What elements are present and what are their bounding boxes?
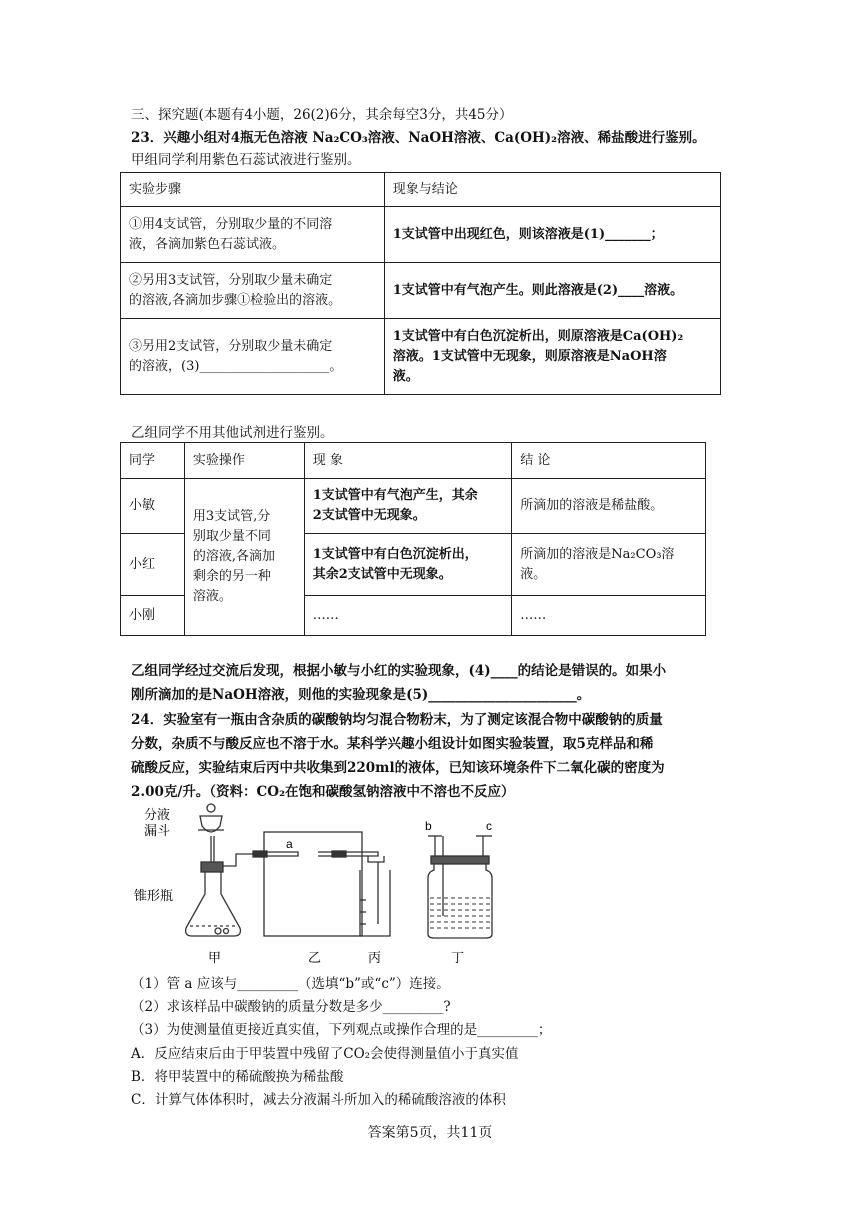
conclusion-cell: ……	[512, 596, 706, 636]
q24-text: 24．实验室有一瓶由含杂质的碳酸钠均匀混合物粉末，为了测定该混合物中碳酸钠的质量	[131, 712, 663, 728]
funnel-stopper	[207, 804, 215, 812]
table-cell-step: ②另用3支试管，分别取少量未确定 的溶液,各滴加步骤①检验出的溶液。	[121, 263, 385, 319]
q23-table-group-b	[120, 442, 706, 636]
q23-group-a-intro: 甲组同学利用紫色石蕊试液进行鉴别。	[131, 152, 361, 168]
label-funnel: 分液	[144, 807, 171, 822]
table-cell-result: 1支试管中有气泡产生。则此溶液是(2)____溶液。	[384, 263, 720, 319]
q24-text: 分数，杂质不与酸反应也不溶于水。某科学兴趣小组设计如图实验装置，取5克样品和稀	[131, 736, 654, 752]
table-header: 现象与结论	[384, 173, 720, 207]
label-b: b	[425, 819, 432, 833]
table-header: 现 象	[304, 443, 512, 479]
q23-discussion: 刚所滴加的是NaOH溶液，则他的实验现象是(5)______________________。	[131, 687, 591, 703]
table-cell-result: 1支试管中出现红色，则该溶液是(1)_______；	[384, 207, 720, 263]
q24-text: 硫酸反应，实验结束后丙中共收集到220ml的液体，已知该环境条件下二氧化碳的密度为	[131, 760, 665, 776]
table-cell-step: ③另用2支试管，分别取少量未确定 的溶液，(3)____________________。	[121, 319, 385, 395]
page-footer: 答案第5页，共11页	[367, 1125, 493, 1141]
table-cell-step: ①用4支试管，分别取少量的不同溶 液，各滴加紫色石蕊试液。	[121, 207, 385, 263]
q23-discussion: 乙组同学经过交流后发现，根据小敏与小红的实验现象，(4)____的结论是错误的。如果小	[131, 663, 667, 679]
conclusion-cell: 所滴加的溶液是稀盐酸。	[512, 479, 706, 534]
phenomenon-cell: 1支试管中有白色沉淀析出， 其余2支试管中无现象。	[304, 534, 512, 596]
student-name: 小刚	[121, 596, 185, 636]
q24-option-c: C．计算气体体积时，减去分液漏斗所加入的稀硫酸溶液的体积	[131, 1092, 506, 1108]
label-funnel: 漏斗	[144, 823, 171, 838]
label-flask: 锥形瓶	[134, 888, 174, 903]
graduated-cylinder	[360, 870, 390, 936]
table-cell-result: 1支试管中有白色沉淀析出，则原溶液是Ca(OH)₂ 溶液。1支试管中无现象，则原溶液是NaOH溶 液。	[384, 319, 720, 395]
student-name: 小敏	[121, 479, 185, 534]
section-heading: 三、探究题(本题有4小题，26(2)6分，其余每空3分，共45分）	[131, 107, 513, 123]
table-header: 同学	[121, 443, 185, 479]
caption-bing: 丙	[368, 950, 382, 965]
q24-sub3: （3）为使测量值更接近真实值，下列观点或操作合理的是_________；	[131, 1022, 552, 1038]
q23-intro: 23．兴趣小组对4瓶无色溶液 Na₂CO₃溶液、NaOH溶液、Ca(OH)₂溶液、稀盐酸进行鉴别。	[131, 130, 706, 146]
q24-sub1: （1）管 a 应该与_________（选填“b”或“c”）连接。	[131, 976, 450, 992]
conclusion-cell: 所滴加的溶液是Na₂CO₃溶 液。	[512, 534, 706, 596]
label-c: c	[486, 819, 492, 833]
caption-jia: 甲	[208, 950, 222, 965]
phenomenon-cell: 1支试管中有气泡产生，其余 2支试管中无现象。	[304, 479, 512, 534]
table-header: 实验步骤	[121, 173, 385, 207]
table-header: 结 论	[512, 443, 706, 479]
q24-text: 2.00克/升。（资料：CO₂在饱和碳酸氢钠溶液中不溶也不反应）	[131, 784, 515, 800]
student-name: 小红	[121, 534, 185, 596]
caption-yi: 乙	[308, 950, 322, 965]
table-header: 实验操作	[184, 443, 304, 479]
q23-table-group-a	[120, 172, 721, 395]
washing-bottle	[428, 864, 492, 938]
q24-option-b: B．将甲装置中的稀硫酸换为稀盐酸	[131, 1069, 344, 1085]
label-a: a	[286, 837, 293, 851]
q23-group-b-intro: 乙组同学不用其他试剂进行鉴别。	[131, 425, 334, 441]
caption-ding: 丁	[451, 950, 465, 965]
q24-sub2: （2）求该样品中碳酸钠的质量分数是多少_________?	[131, 999, 451, 1015]
operation-cell: 用3支试管,分 别取少量不同 的溶液,各滴加 剩余的另一种 溶液。	[184, 479, 304, 636]
apparatus-diagram	[128, 800, 548, 970]
phenomenon-cell: ……	[304, 596, 512, 636]
q24-option-a: A．反应结束后由于甲装置中残留了CO₂会使得测量值小于真实值	[131, 1046, 519, 1062]
